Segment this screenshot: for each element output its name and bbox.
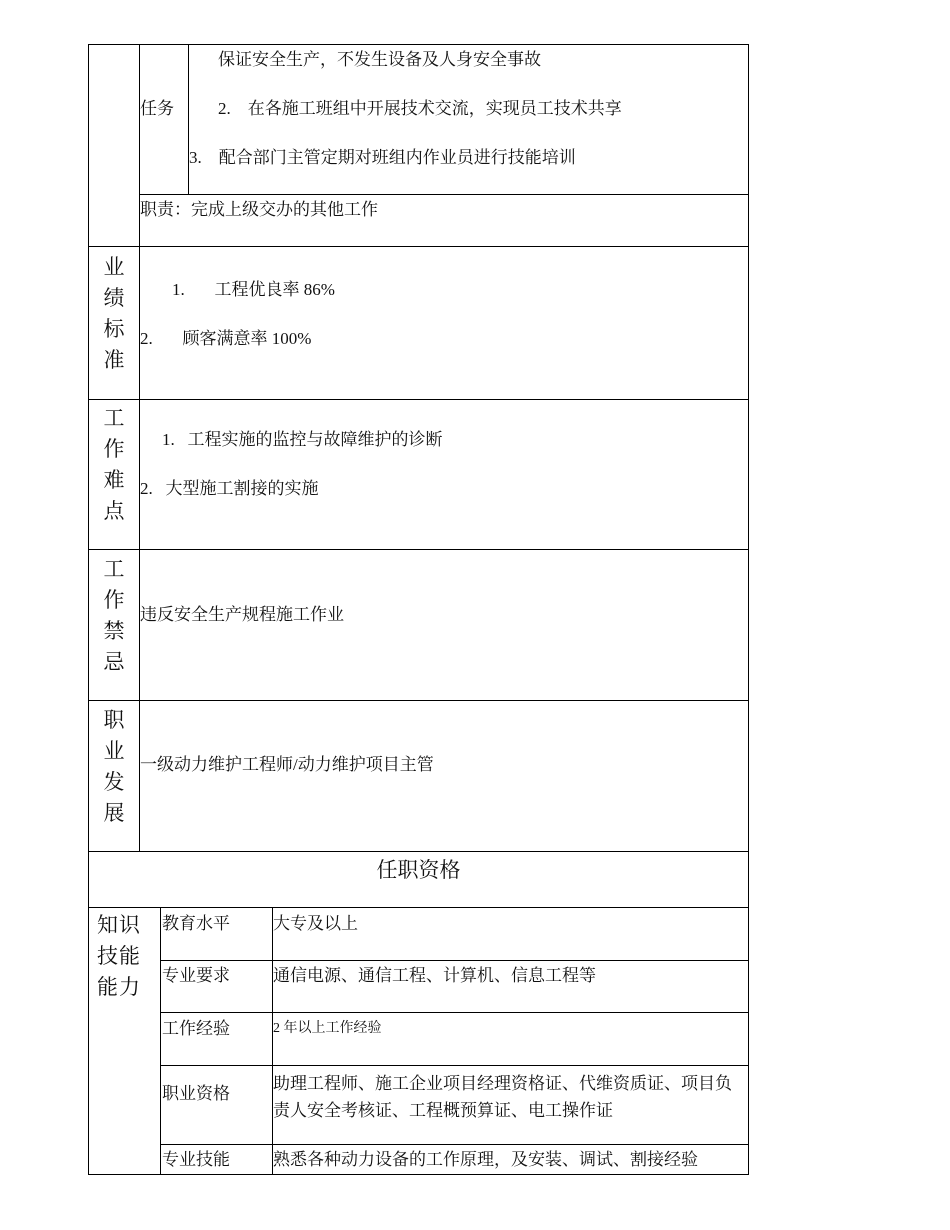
performance-label: 业绩标准 <box>103 255 125 372</box>
task-item: 2. 在各施工班组中开展技术交流，实现员工技术共享 <box>218 99 622 118</box>
qualification-row-label: 专业要求 <box>162 966 230 985</box>
qualification-row-label: 专业技能 <box>162 1150 230 1169</box>
difficulty-item: 2. 大型施工割接的实施 <box>140 479 319 498</box>
performance-item: 1. 工程优良率 86% <box>172 280 335 299</box>
task-item: 3. 配合部门主管定期对班组内作业员进行技能培训 <box>189 148 576 167</box>
duty-text: 职责：完成上级交办的其他工作 <box>140 200 378 219</box>
qualification-row-value: 熟悉各种动力设备的工作原理，及安装、调试、割接经验 <box>273 1150 698 1169</box>
qualification-row-value: 2 年以上工作经验 <box>273 1021 382 1036</box>
qualification-row-value: 助理工程师、施工企业项目经理资格证、代维资质证、项目负责人安全考核证、工程概预算证、电工操作证 <box>273 1074 732 1120</box>
task-label: 任务 <box>140 99 174 118</box>
career-label: 职业发展 <box>103 708 125 825</box>
difficulty-label: 工作难点 <box>103 406 125 523</box>
qualification-group-label: 知识技能能力 <box>97 913 141 999</box>
performance-item: 2. 顾客满意率 100% <box>140 329 312 348</box>
qualification-title: 任职资格 <box>376 858 461 882</box>
career-text: 一级动力维护工程师/动力维护项目主管 <box>140 755 434 774</box>
qualification-row-value: 通信电源、通信工程、计算机、信息工程等 <box>273 966 596 985</box>
qualification-row-value: 大专及以上 <box>273 914 358 933</box>
task-item: 保证安全生产，不发生设备及人身安全事故 <box>218 50 541 69</box>
qualification-row-label: 教育水平 <box>162 914 230 933</box>
prohibition-text: 违反安全生产规程施工作业 <box>140 605 344 624</box>
qualification-row-label: 职业资格 <box>162 1084 230 1103</box>
difficulty-item: 1. 工程实施的监控与故障维护的诊断 <box>162 430 443 449</box>
prohibition-label: 工作禁忌 <box>103 557 125 674</box>
qualification-row-label: 工作经验 <box>162 1019 230 1038</box>
